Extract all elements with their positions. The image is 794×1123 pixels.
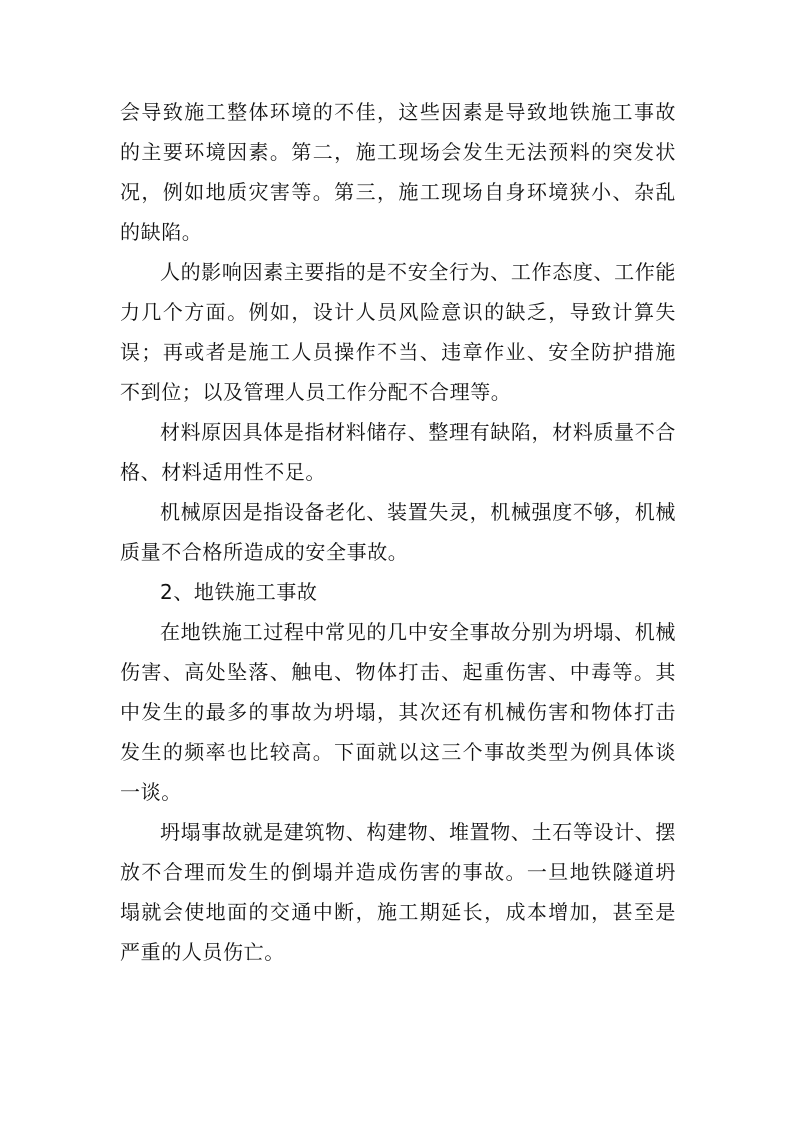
paragraph-environment-factors: 会导致施工整体环境的不佳，这些因素是导致地铁施工事故的主要环境因素。第二，施工现场会发生无法预料的突发状况，例如地质灾害等。第三，施工现场自身环境狭小、杂乱的缺陷。: [120, 100, 676, 244]
paragraph-material-factors: 材料原因具体是指材料储存、整理有缺陷，材料质量不合格、材料适用性不足。: [120, 420, 676, 484]
paragraph-human-factors: 人的影响因素主要指的是不安全行为、工作态度、工作能力几个方面。例如，设计人员风险意识的缺乏，导致计算失误；再或者是施工人员操作不当、违章作业、安全防护措施不到位；以及管理人员工作分配不合理等。: [120, 260, 676, 404]
paragraph-collapse-accidents: 坍塌事故就是建筑物、构建物、堆置物、土石等设计、摆放不合理而发生的倒塌并造成伤害的事故。一旦地铁隧道坍塌就会使地面的交通中断，施工期延长，成本增加，甚至是严重的人员伤亡。: [120, 820, 676, 964]
paragraph-common-accidents: 在地铁施工过程中常见的几中安全事故分别为坍塌、机械伤害、高处坠落、触电、物体打击、起重伤害、中毒等。其中发生的最多的事故为坍塌，其次还有机械伤害和物体打击发生的频率也比较高。下面就以这三个事故类型为例具体谈一谈。: [120, 620, 676, 804]
section-heading-metro-accidents: 2、地铁施工事故: [160, 580, 318, 604]
document-body: [120, 92, 676, 972]
paragraph-machine-factors: 机械原因是指设备老化、装置失灵，机械强度不够，机械质量不合格所造成的安全事故。: [120, 500, 676, 564]
